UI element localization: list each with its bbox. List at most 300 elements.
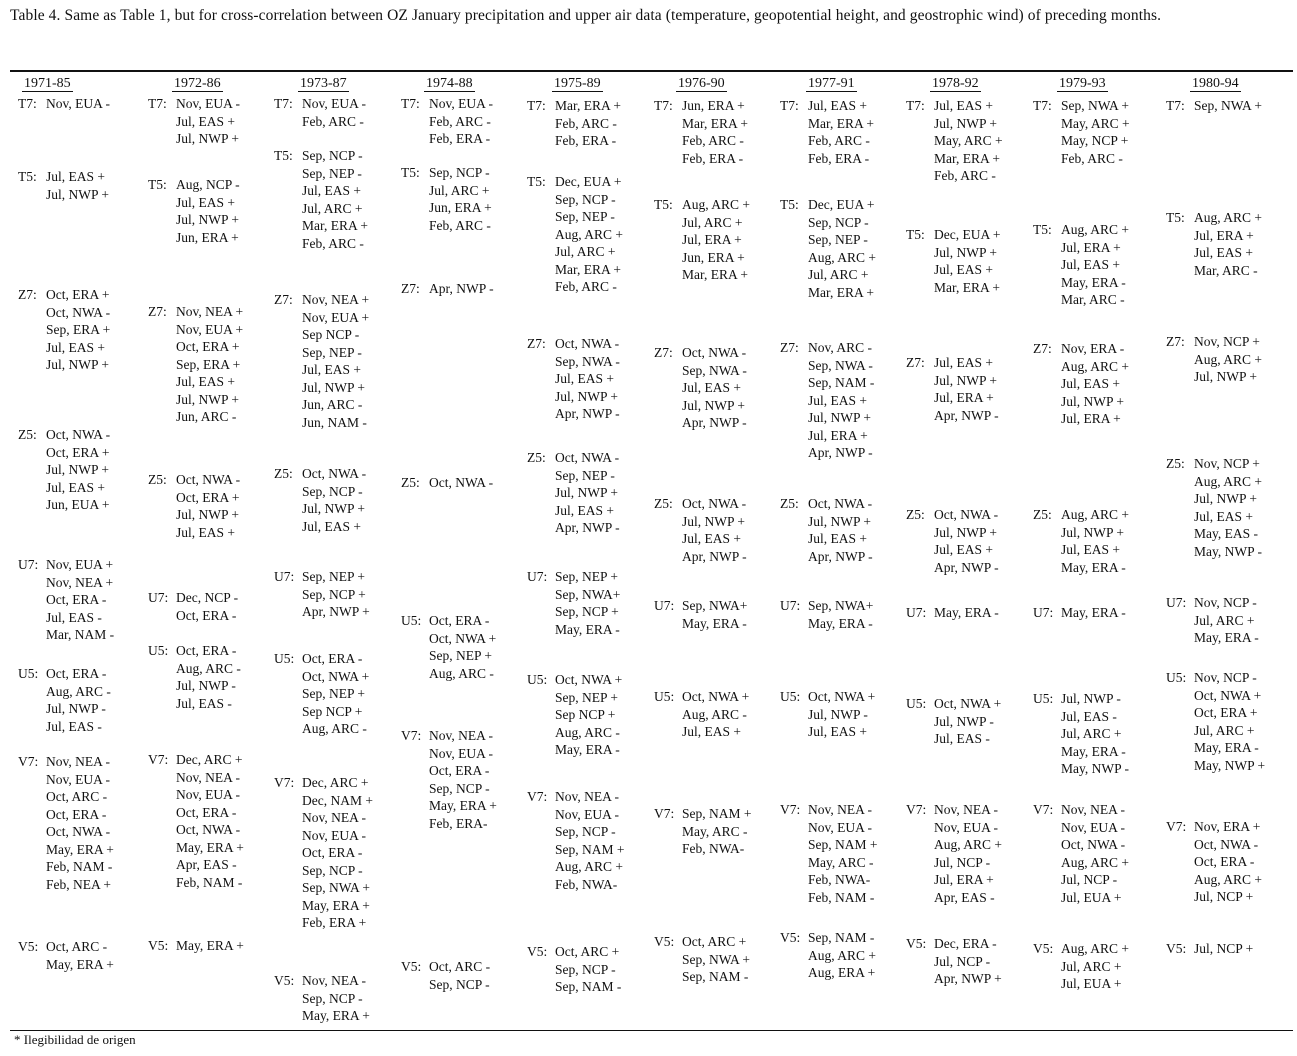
correlation-entry [654, 344, 747, 362]
correlation-entry [654, 951, 750, 969]
entry-value: Oct, ERA - [46, 666, 107, 681]
entry-value: Jul, NWP + [46, 462, 109, 477]
entry-value: Oct, ERA + [46, 444, 110, 460]
correlation-entry [906, 261, 1000, 279]
correlation-entry [401, 199, 492, 217]
entry-value: Oct, NWA - [934, 507, 999, 522]
correlation-entry [18, 718, 111, 736]
variable-label: Z7: [1166, 334, 1185, 349]
correlation-entry [527, 961, 621, 979]
correlation-entry [780, 688, 875, 706]
correlation-entry [780, 214, 876, 232]
entry-value: Oct, NWA + [1194, 687, 1262, 703]
correlation-entry [1033, 836, 1129, 854]
variable-label: U7: [527, 569, 548, 584]
variable-label [654, 150, 682, 168]
entry-value: Jul, ARC + [1194, 612, 1255, 628]
correlation-entry [148, 677, 241, 695]
entry-value: Feb, ARC - [302, 113, 364, 129]
entry-value: Oct, ERA - [46, 806, 107, 822]
entry-value: Oct, ERA + [1194, 705, 1258, 720]
correlation-entry [274, 897, 373, 915]
variable-label: U5: [274, 651, 295, 666]
variable-label [906, 953, 934, 971]
correlation-entry [527, 671, 622, 689]
correlation-entry [401, 130, 493, 148]
period-header: 1978-92 [932, 76, 979, 91]
entry-value: Nov, NEA - [302, 973, 366, 988]
variable-label: T7: [148, 96, 167, 111]
variable-label [906, 730, 934, 748]
variable-label [527, 353, 555, 371]
entry-value: Sep, NEP + [302, 686, 365, 701]
correlation-entry [527, 603, 620, 621]
variable-label [654, 214, 682, 232]
entry-value: Sep, NEP - [555, 209, 615, 224]
entry-value: Nov, NEA - [934, 802, 998, 817]
correlation-entry [1033, 604, 1126, 622]
variable-label [18, 496, 46, 514]
entry-value: Aug, ARC + [1061, 941, 1130, 956]
entry-value: Nov, NEA - [429, 728, 493, 743]
entry-value: Jul, EAS - [46, 609, 102, 625]
correlation-entry [780, 231, 876, 249]
variable-block [1166, 594, 1259, 647]
entry-value: Oct, NWA + [302, 668, 370, 684]
variable-label [780, 266, 808, 284]
correlation-entry [906, 226, 1000, 244]
entry-value: Oct, NWA - [555, 336, 620, 351]
entry-value: Jul, NWP + [555, 388, 618, 404]
correlation-entry [780, 150, 874, 168]
variable-block [780, 688, 875, 741]
correlation-entry [1033, 541, 1129, 559]
variable-block [401, 164, 492, 234]
correlation-entry [18, 665, 111, 683]
entry-value: Jul, NWP - [808, 706, 868, 722]
entry-value: Jul, ARC + [808, 267, 869, 282]
entry-value: Oct, ARC + [555, 944, 620, 959]
correlation-entry [274, 827, 373, 845]
entry-value: Apr, EAS - [934, 889, 995, 905]
entry-value: May, NWP - [1194, 543, 1262, 559]
variable-label [18, 683, 46, 701]
correlation-entry [1033, 940, 1129, 958]
correlation-entry [1166, 687, 1265, 705]
correlation-entry [274, 396, 369, 414]
variable-label [1033, 854, 1061, 872]
variable-label [527, 621, 555, 639]
period-header: 1972-86 [174, 76, 221, 91]
entry-value: Sep, NAM + [555, 841, 625, 857]
entry-value: Sep, NEP + [555, 569, 618, 584]
entry-value: Oct, ERA + [176, 489, 240, 505]
entry-value: Feb, NAM - [808, 889, 875, 905]
correlation-entry [1033, 743, 1129, 761]
entry-value: Dec, ARC + [302, 775, 369, 790]
variable-label [148, 821, 176, 839]
variable-label [780, 115, 808, 133]
variable-label [274, 414, 302, 432]
variable-label: V5: [1033, 941, 1054, 956]
variable-label: T7: [274, 96, 293, 111]
variable-label: U7: [148, 590, 169, 605]
variable-label: T7: [527, 98, 546, 113]
correlation-entry [1166, 351, 1262, 369]
entry-value: Sep, NAM - [555, 979, 622, 994]
variable-label [274, 809, 302, 827]
variable-label: T5: [906, 227, 925, 242]
variable-label [906, 150, 934, 168]
entry-value: Jul, NWP + [46, 186, 109, 202]
variable-label [1033, 291, 1061, 309]
correlation-entry [18, 609, 114, 627]
variable-label [654, 548, 682, 566]
entry-value: Jun, ARC - [302, 397, 363, 412]
correlation-entry [274, 165, 368, 183]
correlation-entry [274, 235, 368, 253]
entry-value: Apr, NWP - [808, 445, 873, 460]
variable-label: U5: [654, 689, 675, 704]
variable-label: Z7: [401, 281, 420, 296]
entry-value: Sep, NAM - [808, 930, 875, 945]
variable-label: T5: [401, 165, 420, 180]
variable-label: U5: [906, 696, 927, 711]
correlation-entry [527, 978, 621, 996]
entry-value: Jul, NCP + [1194, 889, 1254, 904]
period-header: 1980-94 [1192, 76, 1239, 91]
variable-label [148, 489, 176, 507]
entry-value: Sep, NCP - [302, 148, 363, 163]
variable-label: Z7: [148, 304, 167, 319]
correlation-entry [274, 309, 369, 327]
variable-label [274, 518, 302, 536]
entry-value: May, ERA - [808, 615, 873, 631]
variable-label [274, 113, 302, 131]
variable-label: V5: [780, 930, 801, 945]
correlation-entry [654, 196, 750, 214]
entry-value: Oct, ERA - [429, 763, 490, 778]
entry-value: Sep, NCP - [429, 165, 490, 180]
variable-label [527, 689, 555, 707]
entry-value: Apr, NWP - [808, 548, 873, 564]
entry-value: Feb, NWA- [682, 841, 745, 856]
period-header: 1979-93 [1059, 76, 1106, 91]
correlation-entry [654, 414, 747, 432]
correlation-entry [1033, 871, 1129, 889]
correlation-entry [274, 568, 370, 586]
entry-value: Dec, EUA + [934, 227, 1001, 242]
entry-value: Oct, ERA - [176, 643, 237, 658]
variable-label [274, 200, 302, 218]
period-header: 1971-85 [24, 76, 71, 91]
correlation-entry [527, 467, 620, 485]
variable-block [401, 727, 497, 832]
entry-value: Jul, EAS + [302, 183, 361, 198]
correlation-entry [18, 956, 114, 974]
correlation-entry [527, 943, 621, 961]
entry-value: May, ERA - [1194, 630, 1259, 645]
correlation-entry [274, 879, 373, 897]
variable-label [527, 388, 555, 406]
entry-value: Sep, NWA - [682, 362, 747, 378]
entry-value: Aug, ARC - [555, 724, 620, 740]
correlation-entry [1166, 525, 1262, 543]
variable-label [274, 990, 302, 1008]
correlation-entry [148, 95, 240, 113]
variable-label [654, 723, 682, 741]
variable-label [780, 889, 808, 907]
variable-label [780, 819, 808, 837]
entry-value: Jul, NWP + [808, 410, 871, 425]
variable-label [1166, 704, 1194, 722]
entry-value: Jul, EAS + [1194, 508, 1253, 524]
correlation-entry [148, 489, 240, 507]
entry-value: Feb, NWA- [555, 876, 618, 892]
correlation-entry [148, 229, 240, 247]
correlation-entry [906, 713, 1001, 731]
variable-label [1033, 871, 1061, 889]
variable-block [906, 604, 999, 622]
variable-label [148, 804, 176, 822]
variable-block [401, 474, 493, 492]
entry-value: Jul, NWP - [1061, 691, 1121, 706]
variable-block [274, 568, 370, 621]
variable-label [906, 244, 934, 262]
variable-label [1166, 543, 1194, 561]
variable-label: V7: [1033, 802, 1054, 817]
variable-label [1033, 410, 1061, 428]
correlation-entry [148, 695, 241, 713]
correlation-entry [780, 964, 876, 982]
correlation-entry [148, 786, 244, 804]
variable-label [274, 361, 302, 379]
correlation-entry [274, 990, 370, 1008]
correlation-entry [274, 720, 369, 738]
variable-label [1033, 889, 1061, 907]
correlation-entry [18, 626, 114, 644]
entry-value: Nov, EUA - [1061, 819, 1125, 835]
correlation-entry [906, 559, 999, 577]
variable-block [148, 937, 244, 955]
entry-value: Oct, ERA - [176, 607, 237, 623]
correlation-entry [148, 211, 240, 229]
correlation-entry [654, 840, 752, 858]
correlation-entry [780, 513, 873, 531]
entry-value: Aug, NCP - [176, 177, 240, 192]
correlation-entry [274, 862, 373, 880]
variable-label [527, 208, 555, 226]
entry-value: Jun, ERA + [429, 200, 492, 215]
variable-label [780, 723, 808, 741]
entry-value: Apr, NWP + [934, 971, 1002, 986]
correlation-entry [780, 392, 874, 410]
entry-value: Nov, EUA + [176, 321, 244, 337]
variable-label [906, 559, 934, 577]
variable-label [1166, 473, 1194, 491]
variable-label [18, 841, 46, 859]
correlation-entry [906, 97, 1003, 115]
entry-value: Jul, ARC + [1061, 726, 1122, 741]
variable-label: T5: [1166, 210, 1185, 225]
entry-value: Nov, NEA - [46, 754, 110, 769]
variable-block [527, 788, 625, 893]
correlation-entry [527, 278, 623, 296]
correlation-entry [527, 405, 620, 423]
entry-value: Aug, ARC - [682, 706, 747, 722]
variable-label [401, 647, 429, 665]
variable-label: U5: [1033, 691, 1054, 706]
variable-label [654, 823, 682, 841]
variable-label: T7: [401, 96, 420, 111]
entry-value: Jul, EAS + [176, 524, 235, 540]
entry-value: May, ERA - [682, 615, 747, 631]
entry-value: Aug, ARC + [1061, 507, 1130, 522]
entry-value: Nov, NEA - [808, 802, 872, 817]
entry-value: Apr, NWP - [682, 415, 747, 430]
variable-label [527, 603, 555, 621]
variable-block [654, 805, 752, 858]
entry-value: Aug, ARC + [1061, 854, 1130, 870]
correlation-entry [1166, 888, 1262, 906]
variable-label [906, 167, 934, 185]
correlation-entry [780, 530, 873, 548]
correlation-entry [780, 266, 876, 284]
correlation-entry [148, 660, 241, 678]
variable-label [148, 607, 176, 625]
entry-value: Aug, ARC + [934, 837, 1003, 852]
entry-value: Nov, ERA - [1061, 341, 1125, 356]
correlation-entry [148, 589, 238, 607]
entry-value: Nov, NCP + [1194, 456, 1260, 471]
correlation-entry [654, 706, 749, 724]
variable-label [18, 823, 46, 841]
entry-value: Feb, ARC - [302, 235, 364, 251]
correlation-entry [148, 937, 244, 955]
correlation-entry [1166, 227, 1262, 245]
entry-value: Jul, EAS + [1194, 245, 1253, 260]
correlation-entry [18, 444, 110, 462]
variable-label [780, 392, 808, 410]
entry-value: Aug, ARC + [555, 859, 624, 874]
correlation-entry [274, 147, 368, 165]
correlation-entry [274, 465, 366, 483]
correlation-entry [18, 426, 110, 444]
correlation-entry [1033, 725, 1129, 743]
entry-value: Oct, NWA - [302, 466, 367, 481]
variable-label [654, 951, 682, 969]
variable-label [1033, 115, 1061, 133]
entry-value: Nov, EUA - [176, 787, 240, 802]
variable-block [906, 935, 1002, 988]
variable-label [274, 862, 302, 880]
correlation-entry [18, 591, 114, 609]
variable-label [18, 444, 46, 462]
entry-value: Sep, NCP - [555, 824, 616, 839]
variable-block [527, 568, 620, 638]
correlation-entry [1033, 410, 1129, 428]
variable-block [401, 95, 493, 148]
correlation-entry [780, 357, 874, 375]
entry-value: Mar, ERA + [555, 261, 621, 277]
entry-value: Jul, NWP + [934, 244, 997, 260]
entry-value: May, ERA - [1061, 274, 1126, 290]
correlation-entry [527, 243, 623, 261]
variable-label [527, 132, 555, 150]
correlation-entry [780, 409, 874, 427]
entry-value: Jul, EAS + [176, 374, 235, 389]
entry-value: Sep, NWA + [1061, 98, 1129, 113]
variable-label [1166, 490, 1194, 508]
entry-value: Apr, NWP - [934, 559, 999, 575]
correlation-entry [274, 668, 369, 686]
variable-label [527, 484, 555, 502]
variable-label [1166, 351, 1194, 369]
entry-value: Sep, NCP - [302, 990, 363, 1006]
variable-label: U7: [1166, 595, 1187, 610]
entry-value: Jun, EUA + [46, 497, 110, 512]
variable-label: Z5: [401, 475, 420, 490]
entry-value: Feb, ARC - [682, 133, 744, 148]
correlation-entry [18, 938, 114, 956]
variable-block [906, 97, 1003, 185]
variable-label [1166, 757, 1194, 775]
variable-label: Z5: [148, 472, 167, 487]
entry-value: Sep, NWA+ [808, 598, 874, 613]
correlation-entry [1033, 256, 1129, 274]
variable-block [527, 449, 620, 537]
entry-value: Nov, EUA - [429, 745, 493, 761]
variable-label [1033, 559, 1061, 577]
variable-label: U7: [780, 598, 801, 613]
correlation-entry [401, 612, 496, 630]
variable-label [274, 500, 302, 518]
correlation-entry [148, 524, 240, 542]
variable-label [18, 356, 46, 374]
variable-label: Z7: [906, 355, 925, 370]
variable-label: U7: [274, 569, 295, 584]
variable-block [1166, 940, 1253, 958]
variable-block [527, 97, 621, 150]
variable-label [274, 235, 302, 253]
correlation-entry [527, 226, 623, 244]
variable-block [780, 97, 874, 167]
entry-value: Jul, ERA + [808, 427, 868, 443]
correlation-entry [1033, 97, 1130, 115]
correlation-entry [274, 518, 366, 536]
entry-value: Aug, ERA + [808, 965, 876, 980]
variable-label [274, 326, 302, 344]
variable-block [906, 506, 999, 576]
correlation-entry [1033, 708, 1129, 726]
correlation-entry [654, 266, 750, 284]
entry-value: Oct, NWA - [1061, 837, 1126, 852]
correlation-entry [654, 150, 748, 168]
variable-label: V5: [148, 938, 169, 953]
correlation-entry [780, 427, 874, 445]
variable-label: V7: [906, 802, 927, 817]
entry-value: Oct, NWA + [934, 696, 1002, 711]
entry-value: May, ARC + [934, 133, 1003, 148]
correlation-entry [274, 685, 369, 703]
variable-block [1033, 340, 1129, 428]
correlation-entry [780, 284, 876, 302]
correlation-entry [401, 727, 497, 745]
correlation-entry [1033, 150, 1130, 168]
correlation-entry [1033, 274, 1129, 292]
variable-label [148, 391, 176, 409]
variable-block [274, 147, 368, 252]
